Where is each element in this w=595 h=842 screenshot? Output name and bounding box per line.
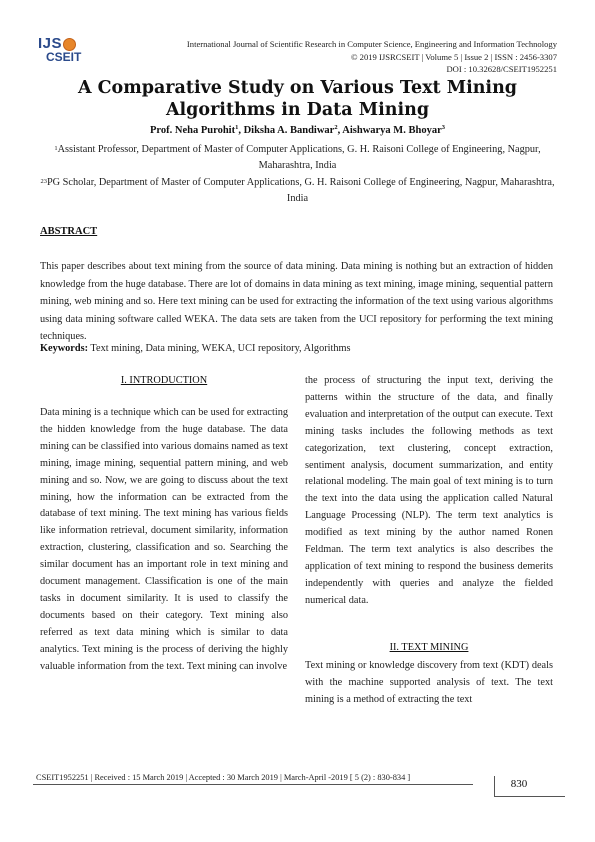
author-list: Prof. Neha Purohit$^1$, Diksha A. Bandiwar$^2$, Aishwarya M. Bhoyar$^3$	[150, 124, 445, 136]
footer-citation: CSEIT1952251 | Received : 15 March 2019 | Accepted : 30 March 2019 | March-April -2019 [ 5 (2) : 830-834 ]	[36, 773, 411, 782]
author-name: Aishwarya M. Bhoyar	[342, 125, 442, 136]
logo-text-bottom: CSEIT	[46, 50, 82, 64]
introduction-left-column: Data mining is a technique which can be used for extracting the hidden knowledge from the huge database. The data mining can be classified into various domains named as text mining, image mining, sequential pattern mining, and web mining and so. Now, we are going to discuss about the text mining, how the information can be extracted from the database of text mining. The text mining has various fields like information retrieval, document similarity, information extraction, clustering, classification and so. Searching the similar document has an important role in text mining and document management. Classification is one of the main tasks in document similarity. It is used to classify the documents based on their category. Text mining also referred as text data mining which is similar to data analytics. Text mining is the process of deriving the highly valuable information from the text. Text mining can involve	[40, 407, 288, 672]
affiliation-2	[40, 175, 555, 207]
introduction-right-column: the process of structuring the input text, deriving the patterns within the structure of the data, and finally evaluation and interpretation of the output can execute. Text mining tasks includes the following methods as text categorization, text clustering, concept extraction, sentiment analysis, document summarization, and entity relational modeling. The main goal of text mining is to turn the text into the data using the application called Natural Language Processing (NLP). The term text analytics is modified as text mining by the author named Ronen Feldman. The term text analytics is also describes the application of text mining to respond the business demerits independently with queries and analyze the fielded numerical data.	[305, 375, 553, 606]
page-number-box	[494, 776, 565, 797]
author-name: Diksha A. Bandiwar	[243, 125, 335, 136]
page-number: 830	[510, 778, 528, 790]
keywords-line	[40, 343, 553, 354]
affiliation-sup: 1	[54, 145, 58, 152]
author-sup: 3	[441, 124, 445, 131]
affiliation-text: Assistant Professor, Department of Master of Computer Applications, G. H. Raisoni College of Engineering, Nagpur, Maharashtra, India	[57, 144, 541, 171]
logo-text-top: IJS	[38, 35, 63, 52]
affiliation-sup: 23	[40, 178, 47, 185]
journal-header	[187, 38, 557, 76]
paper-title: A Comparative Study on Various Text Mining Algorithms in Data Mining	[77, 78, 518, 120]
section-heading-text-mining: II. TEXT MINING	[389, 642, 469, 653]
abstract-text: This paper describes about text mining from the source of data mining. Data mining is nothing but an extraction of hidden knowledge from the huge database. There are lot of domains in data mining as text mining, image mining, sequential pattern mining, web mining and so. Here text mining can be used for extracting the information of the text using various algorithms using data mining software called WEKA. The data sets are taken from the UCI repository for performing the text mining techniques.	[40, 261, 553, 342]
text-mining-paragraph: Text mining or knowledge discovery from text (KDT) deals with the machine supported analysis of text. The text mining is a method of extracting the text	[305, 660, 553, 705]
journal-doi: DOI : 10.32628/CSEIT1952251	[446, 64, 557, 74]
keywords-text: Text mining, Data mining, WEKA, UCI repository, Algorithms	[88, 343, 351, 354]
keywords-label: Keywords:	[40, 343, 89, 354]
author-sup: 2	[334, 124, 338, 131]
abstract-heading: ABSTRACT	[40, 226, 98, 237]
journal-name: International Journal of Scientific Research in Computer Science, Engineering and Information Technology	[186, 39, 557, 49]
author-sup: 1	[235, 124, 239, 131]
section-heading-introduction: I. INTRODUCTION	[120, 375, 208, 386]
affiliation-text: PG Scholar, Department of Master of Computer Applications, G. H. Raisoni College of Engineering, Nagpur, Maharashtra, India	[46, 177, 555, 204]
footer-divider	[33, 784, 473, 785]
journal-logo	[38, 35, 88, 67]
author-name: Prof. Neha Purohit	[150, 125, 236, 136]
affiliation-1	[40, 142, 555, 174]
journal-issue: © 2019 IJSRCSEIT | Volume 5 | Issue 2 | ISSN : 2456-3307	[350, 51, 557, 62]
